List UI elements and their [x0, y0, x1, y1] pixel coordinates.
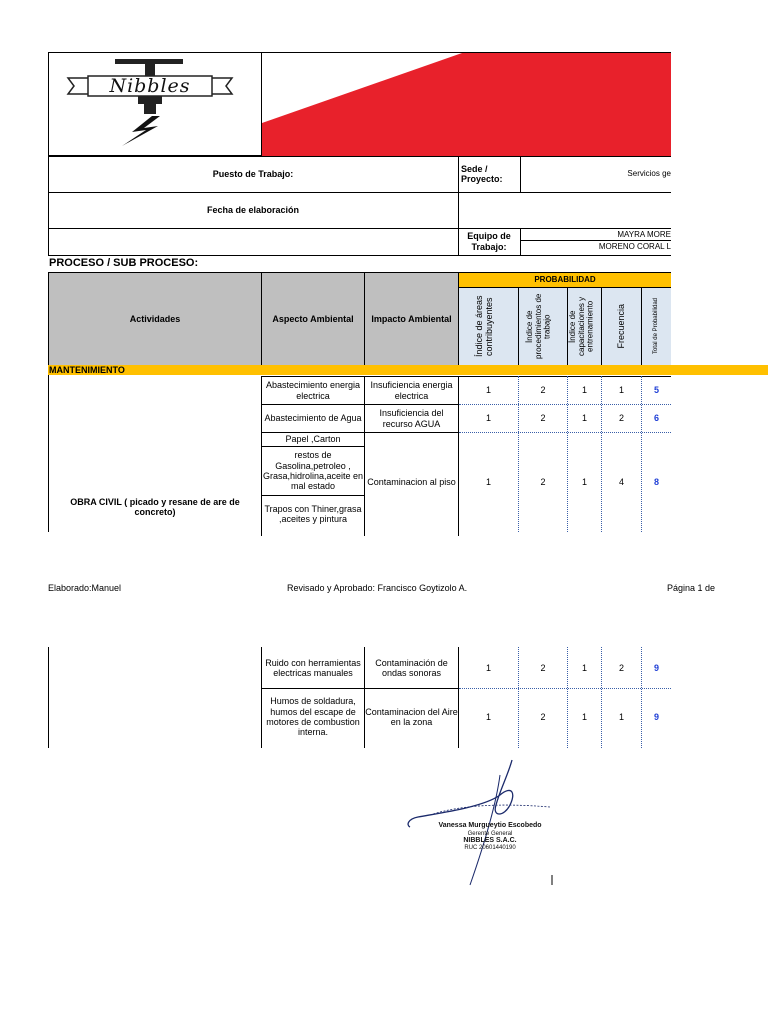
table-cell: 1	[581, 385, 587, 396]
table-cell: 4	[618, 477, 624, 488]
signature-company: NIBBLES S.A.C.	[463, 837, 517, 844]
table-cell: 2	[618, 413, 624, 424]
table-row-impacto: Insuficiencia energia electrica	[370, 380, 453, 401]
table-row-impacto: Contaminacion al piso	[367, 477, 456, 488]
col-actividades: Actividades	[129, 313, 181, 324]
signature-stamp	[400, 755, 570, 890]
table-row-aspecto: Ruido con herramientas electricas manuales	[265, 657, 361, 678]
equipo-value-2: MORENO CORAL L	[598, 242, 671, 252]
table-cell-total: 8	[653, 477, 659, 488]
table-row-impacto: Contaminacion del Aire en la zona	[365, 706, 458, 727]
puesto-label: Puesto de Trabajo:	[212, 168, 294, 179]
col-idx-areas: Índice de áreas contribuyentes	[473, 295, 494, 358]
table-cell: 2	[540, 413, 546, 424]
table-cell: 1	[581, 477, 587, 488]
table-row-aspecto: Papel ,Carton	[285, 434, 341, 445]
table-cell-total: 5	[653, 385, 659, 396]
col-idx-proc: Índice de procedimientos de trabajo	[525, 293, 552, 360]
table-cell: 1	[485, 385, 491, 396]
col-total: Total de Probabilidad	[653, 298, 660, 355]
section-mantenimiento: MANTENIMIENTO	[49, 365, 125, 375]
activity-obra-civil: OBRA CIVIL ( picado y resane de are de concreto)	[70, 496, 240, 517]
table-cell: 1	[581, 662, 587, 673]
table-cell: 1	[485, 413, 491, 424]
table-cell: 1	[618, 711, 624, 722]
col-aspecto: Aspecto Ambiental	[272, 313, 354, 324]
table-row-aspecto: Abastecimiento energia electrica	[265, 380, 361, 401]
col-impacto: Impacto Ambiental	[371, 313, 452, 324]
footer-pagina: Página 1 de	[667, 583, 716, 593]
table-cell: 1	[581, 413, 587, 424]
equipo-value-1: MAYRA MORE	[617, 229, 671, 239]
table-row-impacto: Contaminación de ondas sonoras	[375, 657, 448, 678]
table-cell: 2	[618, 662, 624, 673]
table-cell: 1	[485, 662, 491, 673]
table-cell: 2	[540, 477, 546, 488]
table-cell-total: 6	[653, 413, 659, 424]
table-cell: 1	[618, 385, 624, 396]
table-cell: 2	[540, 662, 546, 673]
table-cell-total: 9	[653, 662, 659, 673]
col-frecuencia: Frecuencia	[615, 304, 626, 349]
footer-elaborado: Elaborado:Manuel	[48, 583, 122, 593]
red-banner	[262, 53, 671, 156]
table-row-aspecto: Abastecimiento de Agua	[264, 413, 362, 424]
table-row-aspecto: Humos de soldadura, humos del escape de motores de combustion interna.	[266, 696, 360, 738]
drill-logo-icon	[60, 56, 240, 150]
table-cell: 2	[540, 711, 546, 722]
proceso-label: PROCESO / SUB PROCESO:	[49, 257, 199, 269]
table-cell-total: 9	[653, 711, 659, 722]
table-cell: 1	[485, 711, 491, 722]
col-probabilidad: PROBABILIDAD	[534, 275, 596, 285]
table-cell: 1	[485, 477, 491, 488]
col-idx-cap: Índice de capacitaciones y entrenamiento	[567, 296, 595, 357]
fecha-label: Fecha de elaboración	[206, 204, 300, 215]
signature-ruc: RUC 20601440190	[464, 845, 516, 851]
company-logo	[60, 56, 240, 150]
footer-revisado: Revisado y Aprobado: Francisco Goytizolo A.	[287, 583, 468, 593]
table-row-aspecto: Trapos con Thiner,grasa ,aceites y pintura	[264, 503, 362, 524]
logo-text: Nibbles	[109, 75, 191, 97]
table-cell: 2	[540, 385, 546, 396]
table-row-impacto: Insuficiencia del recurso AGUA	[379, 408, 444, 429]
sede-value: Servicios ge	[627, 169, 671, 179]
equipo-label: Equipo de Trabajo:	[467, 231, 511, 252]
signature-name: Vanessa Murgueytio Escobedo	[438, 822, 542, 829]
table-cell: 1	[581, 711, 587, 722]
sede-label: Sede / Proyecto:	[461, 163, 503, 184]
signature-role: Gerente General	[467, 831, 513, 837]
table-row-aspecto: restos de Gasolina,petroleo , Grasa,hidrolina,aceite en mal estado	[262, 450, 364, 492]
